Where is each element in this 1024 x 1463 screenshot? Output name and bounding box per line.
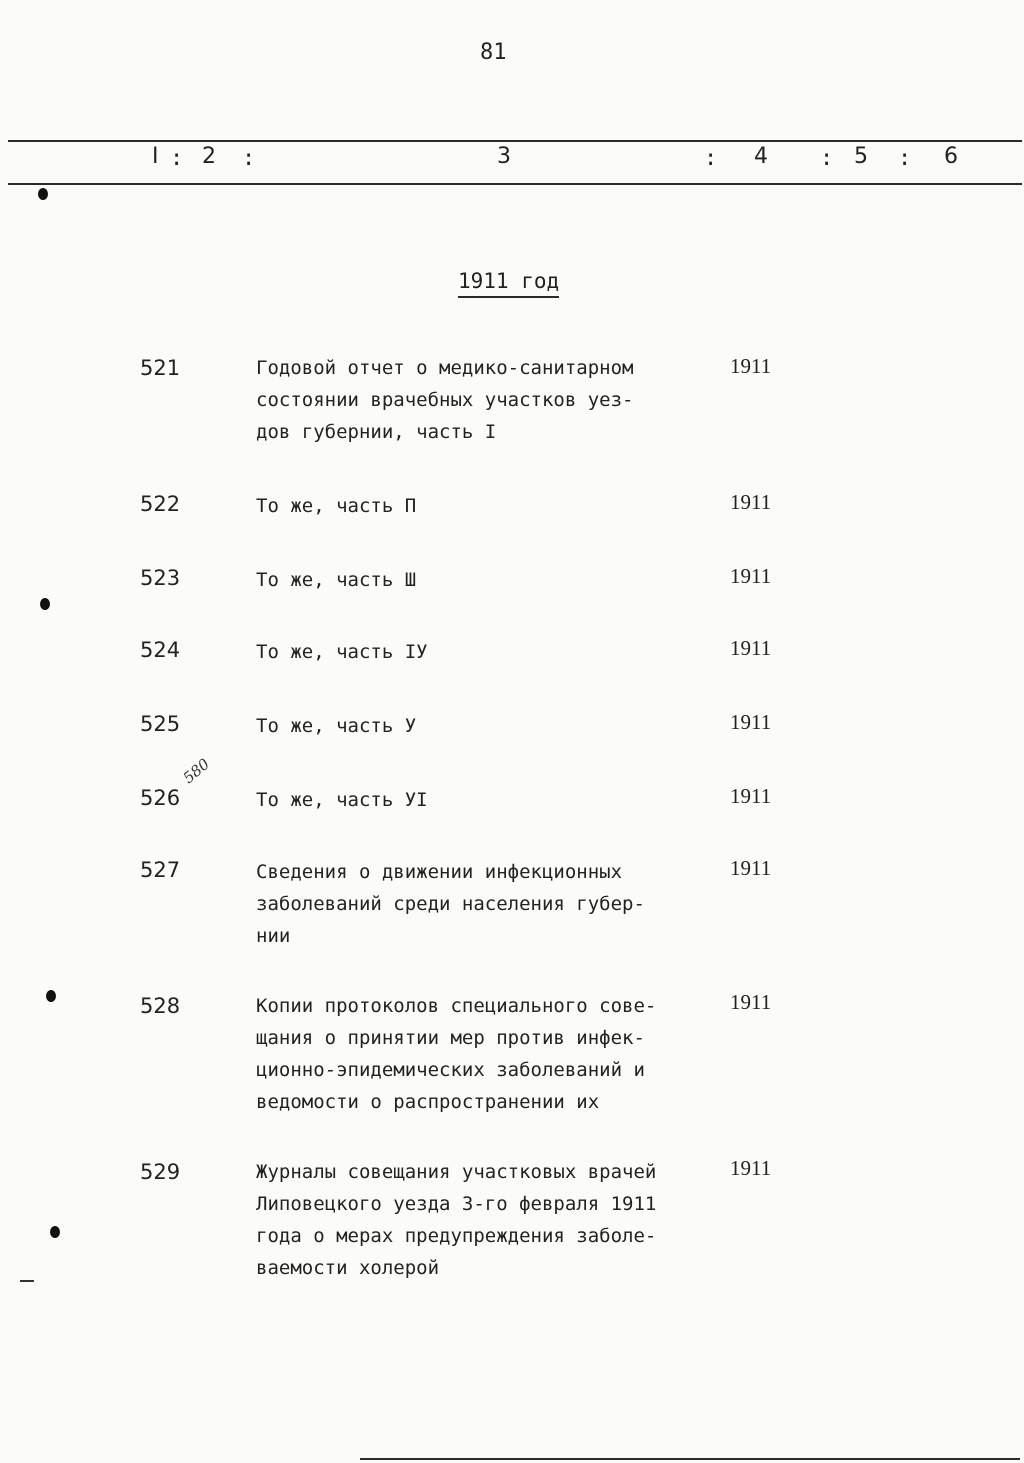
entry-text: Копии протоколов специального сове- щания о принятии мер против инфек- ционно-эпидемических заболеваний и ведомости о распространении их	[256, 995, 657, 1113]
header-rule-bottom	[8, 183, 1022, 185]
column-header-2: 2	[202, 144, 216, 169]
entry-number: 524	[140, 638, 181, 662]
entry-text: То же, часть У	[256, 715, 417, 737]
entry-text: То же, часть П	[256, 495, 417, 517]
section-title: 1911 год	[458, 268, 559, 298]
entry-number: 525	[140, 712, 181, 736]
entry-year: 1911	[730, 990, 772, 1014]
column-separator: :	[170, 146, 184, 171]
column-header-4: 4	[754, 144, 768, 169]
entry-year: 1911	[730, 856, 772, 880]
footer-rule	[360, 1458, 1020, 1460]
entry-year: 1911	[730, 564, 772, 588]
scan-mark	[20, 1280, 34, 1282]
header-rule-top	[8, 140, 1022, 142]
entry-number: 523	[140, 566, 181, 590]
entry-year: 1911	[730, 354, 772, 378]
entry-year: 1911	[730, 710, 772, 734]
entry-number: 527	[140, 858, 181, 882]
column-separator: :	[704, 146, 718, 171]
handwritten-annotation: 580	[179, 754, 214, 788]
punch-hole	[46, 990, 56, 1002]
column-separator: :	[898, 146, 912, 171]
entry-text: Журналы совещания участковых врачей Липовецкого уезда 3-го февраля 1911 года о мерах предупреждения заболе- ваемости холерой	[256, 1161, 657, 1279]
column-separator: :	[242, 146, 256, 171]
column-header-1: I	[152, 144, 159, 169]
entry-number: 522	[140, 492, 181, 516]
entry-text: Сведения о движении инфекционных заболеваний среди населения губер- нии	[256, 861, 645, 947]
punch-hole	[40, 598, 50, 610]
page-number: 81	[480, 40, 507, 65]
column-header-3: 3	[497, 144, 511, 169]
column-header-6: 6	[944, 144, 958, 169]
entry-year: 1911	[730, 1156, 772, 1180]
entry-text: То же, часть IУ	[256, 641, 428, 663]
entry-year: 1911	[730, 636, 772, 660]
entry-year: 1911	[730, 490, 772, 514]
entry-number: 528	[140, 994, 181, 1018]
entry-year: 1911	[730, 784, 772, 808]
entry-number: 529	[140, 1160, 181, 1184]
column-header-5: 5	[854, 144, 868, 169]
entry-text: То же, часть УI	[256, 789, 428, 811]
punch-hole	[50, 1226, 60, 1238]
column-separator: :	[820, 146, 834, 171]
entry-number: 521	[140, 356, 181, 380]
entry-number: 526	[140, 786, 181, 810]
punch-hole	[38, 188, 48, 200]
entry-text: То же, часть Ш	[256, 569, 417, 591]
entry-text: Годовой отчет о медико-санитарном состоянии врачебных участков уез- дов губернии, часть I	[256, 357, 634, 443]
